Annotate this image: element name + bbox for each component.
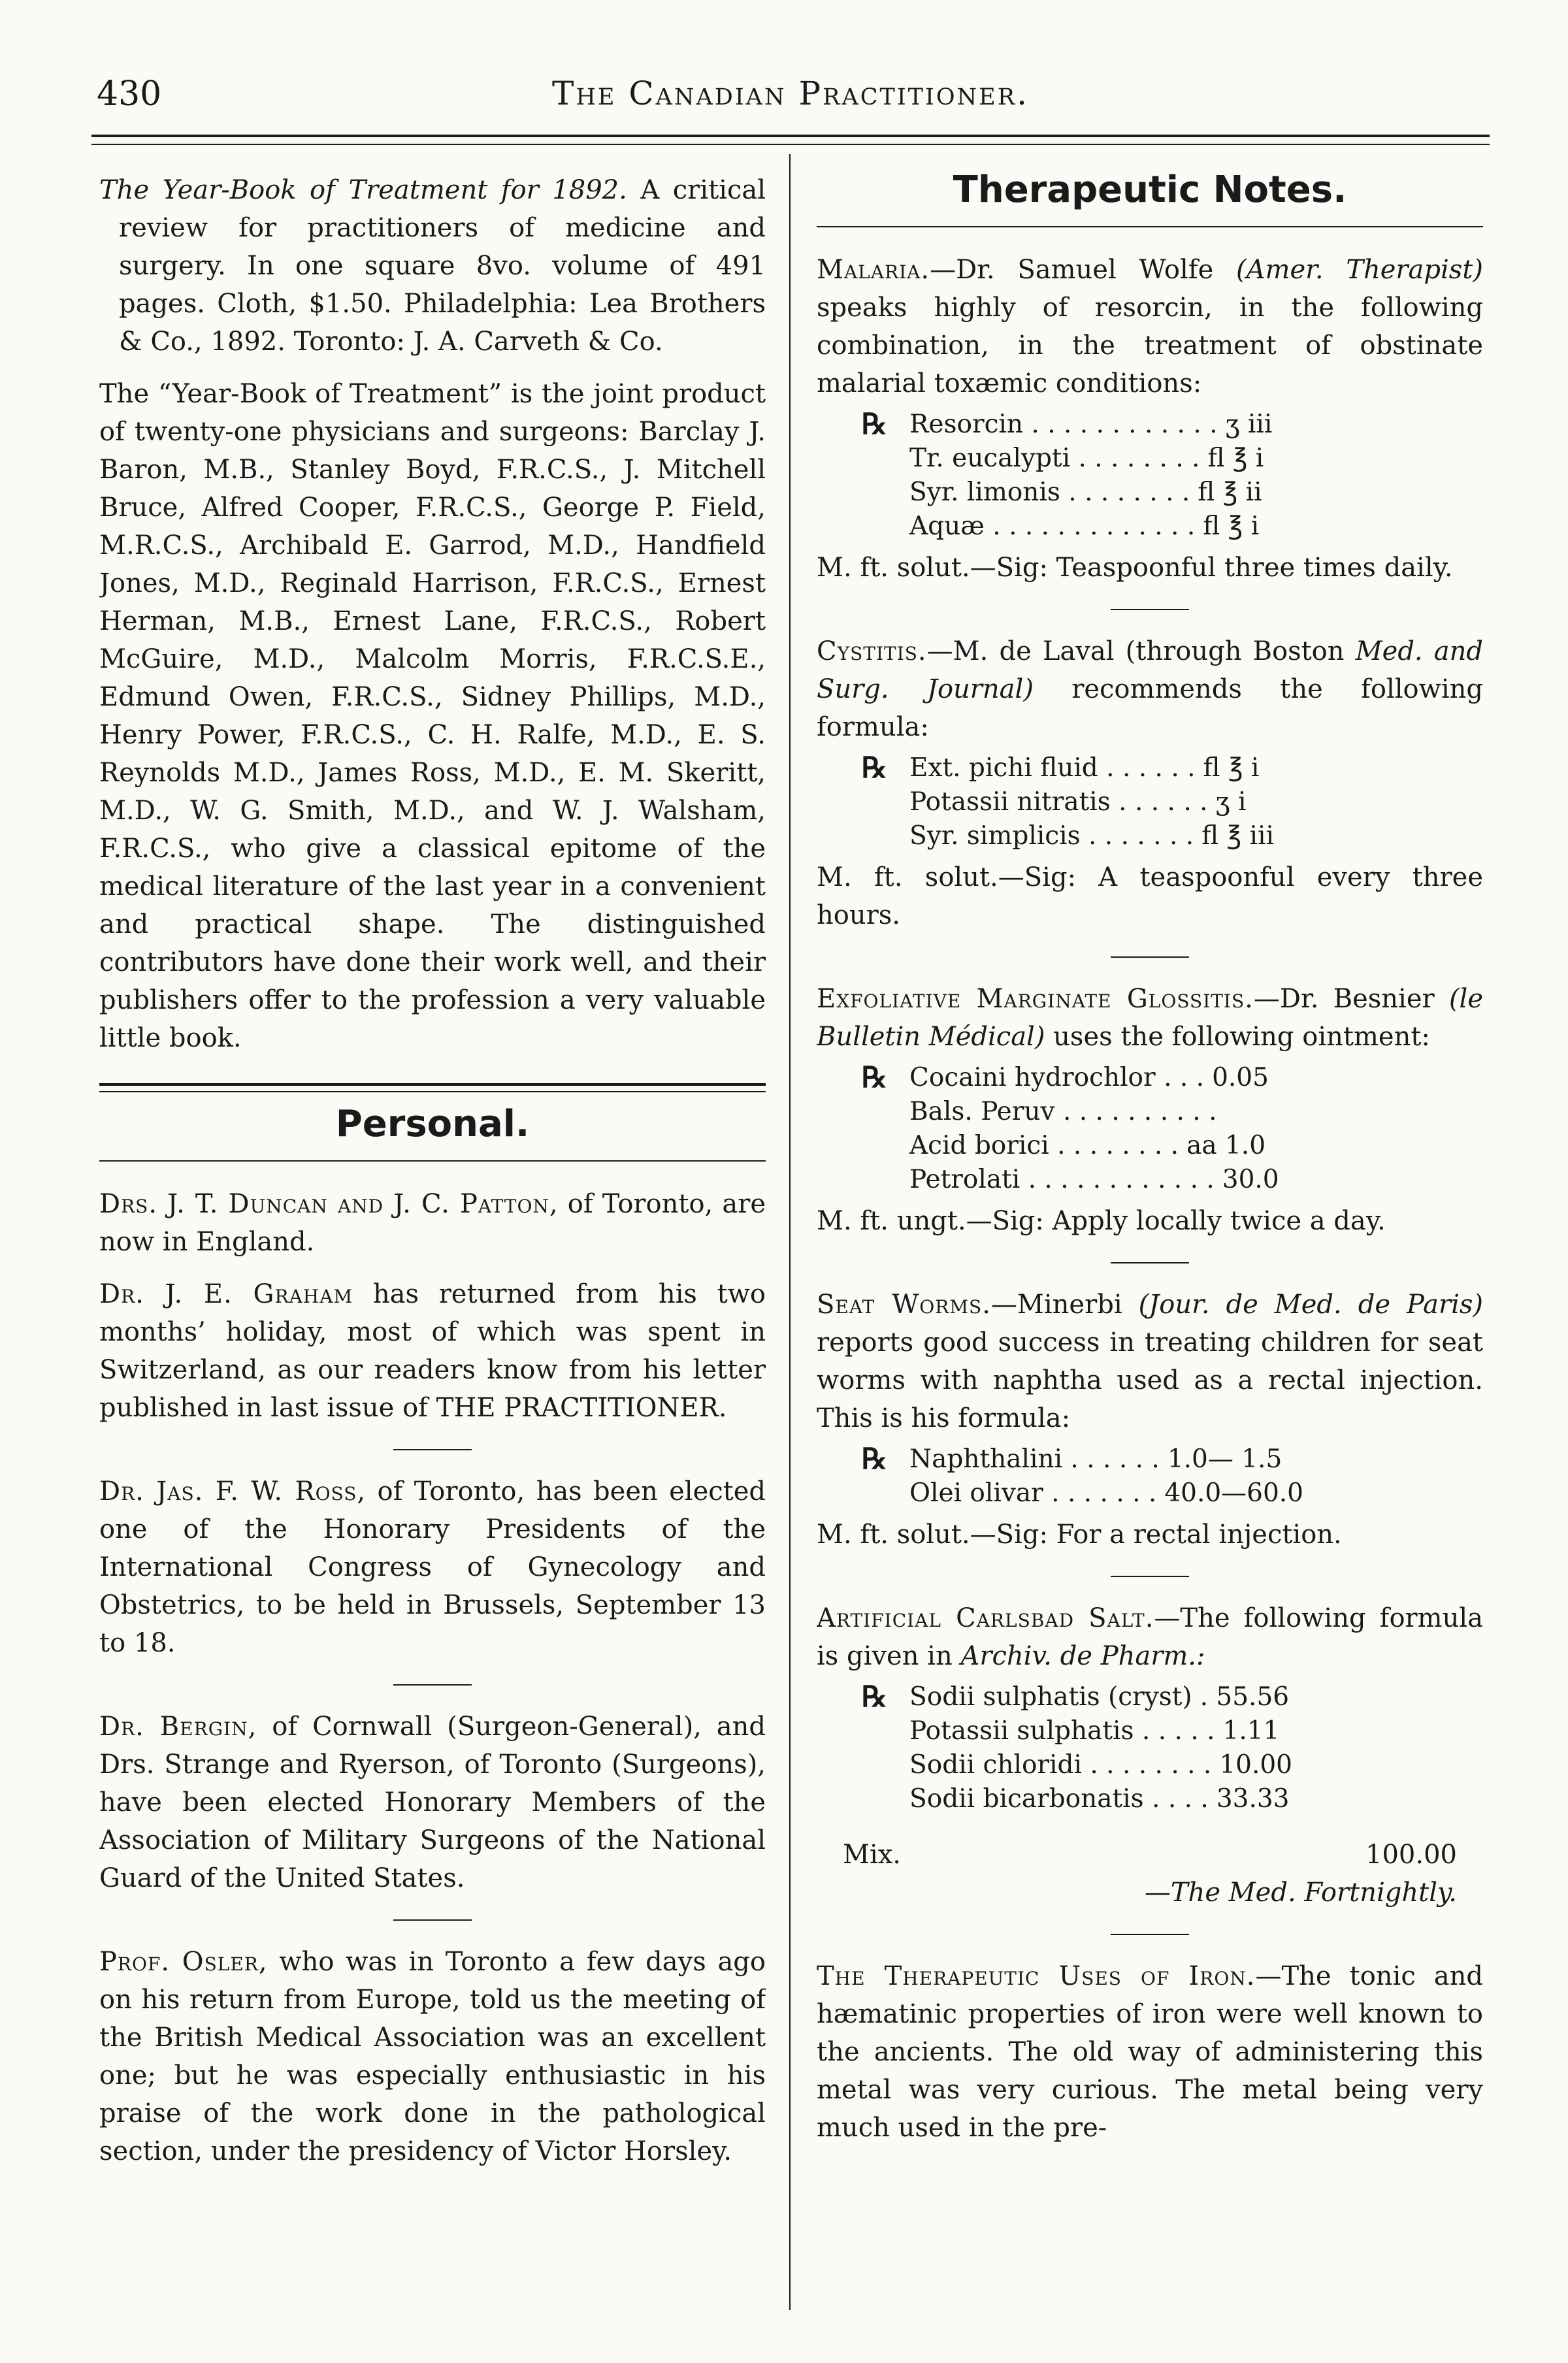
item-separator [1111, 609, 1189, 610]
directions: M. ft. ungt.—Sig: Apply locally twice a day. [817, 1206, 1386, 1236]
book-review-details: A critical review for practitioners of medicine and surgery. In one square 8vo. volume of 491 pages. Cloth, $1.50. Philadelphia: Lea Brothers & Co., 1892. Toronto: J. A. Carveth & Co. [119, 175, 766, 357]
personal-item-text: of Toronto, are now in England. [99, 1189, 766, 1257]
directions: M. ft. solut.—Sig: For a rectal injection. [817, 1520, 1342, 1550]
therapeutic-heading-rule [817, 226, 1483, 227]
personal-item-text: of Toronto, has been elected one of the Honorary Presidents of the International Congress of Gynecology and Obstetrics, to be held in Brussels, September 13 to 18. [99, 1476, 766, 1658]
note-lead: Malaria. [817, 255, 930, 285]
note-text: —Minerbi [990, 1290, 1122, 1320]
note-iron [817, 1957, 1483, 2147]
rx-ingredient: Syr. simplicis . . . . . . . [909, 821, 1194, 851]
prescription-row [817, 1061, 1483, 1095]
prescription [817, 1061, 1483, 1197]
rx-ingredient: Sodii bicarbonatis . . . . [909, 1784, 1209, 1814]
rx-ingredient: Aquæ . . . . . . . . . . . . . [909, 512, 1196, 541]
rx-amount [1217, 1095, 1225, 1129]
rx-amount: ʒ iii [1225, 410, 1273, 439]
item-separator [393, 1449, 472, 1450]
right-column [817, 171, 1483, 2321]
rx-symbol: ℞ [861, 1680, 887, 1714]
book-review [99, 171, 766, 1057]
rx-amount: 10.00 [1219, 1750, 1292, 1780]
prescription-row [817, 1782, 1483, 1816]
prescription-row [817, 785, 1483, 819]
note-carlsbad [817, 1599, 1483, 1912]
rx-ingredient: Acid borici . . . . . . . . [909, 1131, 1179, 1160]
note-text: recommends the following formula: [817, 674, 1483, 742]
note-text: reports good success in treating children for seat worms with naphtha used as a rectal injection. This is his formula: [817, 1328, 1483, 1433]
note-source: (Amer. Therapist) [1236, 255, 1483, 285]
note-seat-worms [817, 1286, 1483, 1554]
rx-ingredient: Naphthalini . . . . . . [909, 1444, 1160, 1474]
rx-amount: fl ℥ iii [1201, 821, 1274, 851]
note-text: uses the following ointment: [1053, 1022, 1430, 1052]
header-rule [91, 135, 1490, 145]
rx-ingredient: Ext. pichi fluid . . . . . . [909, 753, 1196, 783]
rx-ingredient: Cocaini hydrochlor . . . [909, 1063, 1205, 1092]
note-lead: Seat Worms. [817, 1290, 991, 1320]
item-separator [1111, 1262, 1189, 1263]
book-review-citation [99, 171, 766, 361]
note-text: —Dr. Samuel Wolfe [930, 255, 1214, 285]
personal-heading-rule [99, 1160, 766, 1162]
prescription-row [817, 510, 1483, 544]
therapeutic-notes-heading: Therapeutic Notes. [953, 171, 1347, 211]
note-source: Archiv. de Pharm.: [960, 1641, 1205, 1671]
item-separator [393, 1919, 472, 1921]
item-separator [1111, 1934, 1189, 1935]
rx-amount: fl ℥ i [1203, 753, 1260, 783]
rx-ingredient: Sodii sulphatis (cryst) [909, 1682, 1192, 1712]
rx-symbol: ℞ [861, 408, 887, 441]
mix-label: Mix. [843, 1840, 902, 1870]
prescription [817, 1442, 1483, 1510]
note-source: (le Bulletin Médical) [817, 984, 1483, 1052]
prescription [817, 751, 1483, 853]
attribution: —The Med. Fortnightly. [1144, 1878, 1457, 1908]
rx-ingredient: Potassii nitratis . . . . . . [909, 787, 1208, 817]
personal-item [99, 1708, 766, 1897]
running-head: The Canadian Practitioner. [552, 74, 1029, 112]
section-rule [99, 1083, 766, 1092]
item-separator [1111, 956, 1189, 958]
note-glossitis [817, 980, 1483, 1240]
directions: M. ft. solut.—Sig: A teaspoonful every three hours. [817, 862, 1483, 930]
personal-item-lead: Drs. J. T. Duncan and J. C. Patton, [99, 1189, 559, 1219]
note-text: speaks highly of resorcin, in the following combination, in the treatment of obstinate malarial toxæmic conditions: [817, 293, 1483, 399]
prescription-row [817, 408, 1483, 442]
mix-total-row [817, 1836, 1483, 1874]
rx-amount: fl ℥ i [1203, 512, 1260, 541]
book-review-title: The Year-Book of Treatment for 1892. [99, 175, 627, 205]
personal-item-lead: Prof. Osler, [99, 1947, 268, 1977]
note-lead: Exfoliative Marginate Glossitis. [817, 984, 1254, 1014]
personal-item [99, 1275, 766, 1427]
column-divider [789, 154, 791, 2310]
prescription-row [817, 1748, 1483, 1782]
rx-amount: 30.0 [1222, 1165, 1279, 1194]
rx-ingredient: Olei olivar . . . . . . . [909, 1478, 1157, 1508]
rx-ingredient: Potassii sulphatis . . . . . [909, 1716, 1215, 1746]
prescription [817, 408, 1483, 544]
note-text: —The tonic and hæmatinic properties of iron were well known to the ancients. The old way of administering this metal was very curious. The metal being very much used in the pre- [817, 1961, 1483, 2143]
note-lead: Artificial Carlsbad Salt. [817, 1603, 1154, 1633]
prescription-row [817, 1714, 1483, 1748]
prescription-row [817, 1476, 1483, 1510]
note-lead: The Therapeutic Uses of Iron. [817, 1961, 1256, 1991]
rx-amount: 1.0— 1.5 [1167, 1444, 1282, 1474]
page-number: 430 [97, 74, 162, 114]
rx-amount: 40.0—60.0 [1164, 1478, 1303, 1508]
rx-ingredient: Tr. eucalypti . . . . . . . . [909, 444, 1200, 473]
left-column [99, 171, 766, 2321]
prescription-row [817, 1442, 1483, 1476]
prescription-row [817, 751, 1483, 785]
rx-ingredient: Syr. limonis . . . . . . . . [909, 478, 1190, 507]
note-text: —The following formula is given in [817, 1603, 1483, 1671]
page-header [91, 71, 1490, 123]
rx-amount: aa 1.0 [1186, 1131, 1266, 1160]
note-text: —M. de Laval (through Boston [926, 636, 1345, 666]
prescription-row [817, 1680, 1483, 1714]
note-source: (Jour. de Med. de Paris) [1138, 1290, 1483, 1320]
mix-total: 100.00 [1365, 1840, 1457, 1870]
note-source: Med. and Surg. Journal) [817, 636, 1483, 704]
prescription-row [817, 819, 1483, 853]
prescription-row [817, 442, 1483, 476]
prescription-row [817, 1129, 1483, 1163]
personal-item-text: has returned from his two months’ holiday, most of which was spent in Switzerland, as our readers know from his letter published in last issue of THE PRACTITIONER. [99, 1279, 766, 1423]
personal-item-lead: Dr. Bergin, [99, 1712, 257, 1742]
rx-ingredient: Petrolati . . . . . . . . . . . . [909, 1165, 1215, 1194]
rx-symbol: ℞ [861, 1061, 887, 1094]
personal-heading: Personal. [335, 1103, 530, 1145]
note-lead: Cystitis. [817, 636, 927, 666]
rx-amount: fl ℥ i [1207, 444, 1264, 473]
prescription-row [817, 1095, 1483, 1129]
rx-amount: . 55.56 [1200, 1682, 1290, 1712]
personal-item-text: of Cornwall (Surgeon-General), and Drs. Strange and Ryerson, of Toronto (Surgeons), have been elected Honorary Members of the Association of Military Surgeons of the National Guard of the United States. [99, 1712, 766, 1893]
prescription [817, 1680, 1483, 1816]
rx-ingredient: Resorcin . . . . . . . . . . . . [909, 410, 1218, 439]
rx-amount: 0.05 [1212, 1063, 1269, 1092]
item-separator [1111, 1576, 1189, 1577]
prescription-row [817, 476, 1483, 510]
personal-item-lead: Dr. J. E. Graham [99, 1279, 353, 1309]
rx-ingredient: Bals. Peruv . . . . . . . . . . [909, 1097, 1217, 1126]
personal-item [99, 1185, 766, 1261]
rx-amount: 1.11 [1222, 1716, 1280, 1746]
note-text: —Dr. Besnier [1253, 984, 1435, 1014]
personal-item-lead: Dr. Jas. F. W. Ross, [99, 1476, 367, 1507]
personal-item [99, 1943, 766, 2170]
note-malaria [817, 251, 1483, 587]
rx-amount: 33.33 [1216, 1784, 1290, 1814]
book-review-body: The “Year-Book of Treatment” is the joint product of twenty-one physicians and surgeons: Barclay J. Baron, M.B., Stanley Boyd, F.R.C.S., J. Mitchell Bruce, Alfred Cooper, F.R.C.S., George P. Field, M.R.C.S., Archibald E. Garrod, M.D., Handfield Jones, M.D., Reginald Harrison, F.R.C.S., Ernest Herman, M.B., Ernest Lane, F.R.C.S., Robert McGuire, M.D., Malcolm Morris, F.R.C.S.E., Edmund Owen, F.R.C.S., Sidney Phillips, M.D., Henry Power, F.R.C.S., C. H. Ralfe, M.D., E. S. Reynolds M.D., James Ross, M.D., E. M. Skeritt, M.D., W. G. Smith, M.D., and W. J. Walsham, F.R.C.S., who give a classical epitome of the medical literature of the last year in a convenient and practical shape. The distinguished contributors have done their work well, and their publishers offer to the profession a very valuable little book. [99, 379, 766, 1053]
personal-item-text: who was in Toronto a few days ago on his return from Europe, told us the meeting of the British Medical Association was an excellent one; but he was especially enthusiastic in his praise of the work done in the pathological section, under the presidency of Victor Horsley. [99, 1947, 766, 2166]
note-cystitis [817, 632, 1483, 934]
directions: M. ft. solut.—Sig: Teaspoonful three times daily. [817, 553, 1453, 583]
item-separator [393, 1684, 472, 1686]
personal-item [99, 1473, 766, 1662]
rx-ingredient: Sodii chloridi . . . . . . . . [909, 1750, 1212, 1780]
prescription-row [817, 1163, 1483, 1197]
rx-amount: fl ℥ ii [1198, 478, 1262, 507]
rx-symbol: ℞ [861, 1442, 887, 1476]
rx-amount: ʒ i [1215, 787, 1247, 817]
rx-symbol: ℞ [861, 751, 887, 785]
